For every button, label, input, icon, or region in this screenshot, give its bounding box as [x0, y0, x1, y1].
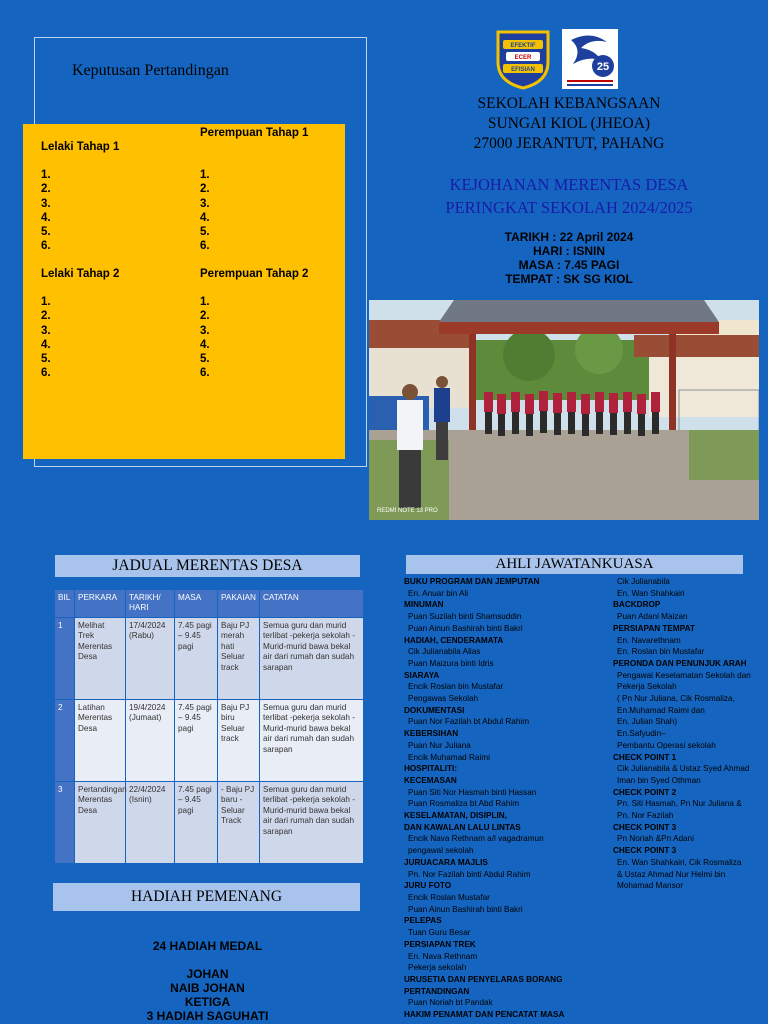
ajk-member: Encik Nava Rethnam a/l vagadramun [408, 834, 544, 844]
crest-text-mid: ECER [514, 55, 532, 61]
cell-pakaian: Baju PJ biru Seluar track [218, 700, 260, 782]
ajk-member: Pengawai Keselamatan Sekolah dan [617, 670, 751, 680]
ajk-role: KECEMASAN [404, 775, 457, 785]
ajk-role: PERTANDINGAN [404, 986, 470, 996]
cell-pakaian: - Baju PJ baru - Seluar Track [218, 782, 260, 864]
ajk-member: Puan Rosmaliza bt Abd Rahim [408, 799, 520, 809]
ajk-role: PERONDA DAN PENUNJUK ARAH [613, 658, 747, 668]
table-row [55, 618, 364, 700]
prize-item: 3 HADIAH SAGUHATI [146, 1009, 269, 1023]
perempuan-tahap-1-heading: Perempuan Tahap 1 [200, 127, 309, 139]
ajk-member: Puan Noriah bt Pandak [408, 998, 493, 1008]
table-row [55, 700, 364, 782]
school-line-2: SUNGAI KIOL (JHEOA) [487, 115, 651, 132]
list-item: 3. [200, 197, 210, 210]
ajk-member: En. Roslan bin Mustafar [617, 647, 705, 657]
list-item: 1. [200, 169, 210, 182]
list-item: 4. [41, 211, 51, 224]
list-item: 6. [41, 367, 51, 380]
list-item: 2. [200, 183, 210, 196]
ajk-member: & Ustaz Ahmad Nur Helmi bin [617, 869, 726, 879]
keputusan-title: Keputusan Pertandingan [72, 62, 229, 79]
ajk-role: PERSIAPAN TEMPAT [613, 623, 695, 633]
ajk-role: CHECK POINT 3 [613, 822, 677, 832]
results-panel [23, 124, 345, 459]
list-item: 3. [200, 324, 210, 337]
anniversary-number: 25 [596, 61, 610, 73]
list-item: 3. [41, 324, 51, 337]
ajk-role: JURUACARA MAJLIS [404, 857, 488, 867]
ajk-role: URUSETIA DAN PENYELARAS BORANG [404, 974, 563, 984]
list-item: 4. [41, 338, 51, 351]
hadiah-title: HADIAH PEMENANG [53, 883, 360, 911]
ajk-member: En.Muhamad Raimi dan [617, 705, 705, 715]
event-date: TARIKH : 22 April 2024 [504, 230, 634, 244]
list-item: 2. [41, 310, 51, 323]
ajk-role: KEBERSIHAN [404, 729, 459, 739]
ajk-role: MINUMAN [404, 600, 444, 610]
crest-text-top: EFEKTIF [510, 43, 536, 49]
school-crest-logo [494, 28, 552, 90]
crest-text-bottom: EFISIAN [511, 67, 535, 73]
ajk-member: Puan Maizura binti Idris [408, 658, 494, 668]
perempuan-tahap-2 [200, 267, 308, 380]
list-item: 4. [200, 338, 210, 351]
list-item: 5. [41, 226, 51, 239]
prize-item: NAIB JOHAN [170, 981, 245, 995]
ajk-role: PERSIAPAN TREK [404, 939, 476, 949]
ajk-member: Pengawas Sekolah [408, 694, 479, 704]
perempuan-tahap-2-heading: Perempuan Tahap 2 [200, 268, 309, 280]
event-photo [369, 300, 759, 520]
ajk-member: Encik Muhamad Raimi [408, 752, 490, 762]
cell-masa: 7.45 pagi – 9.45 pagi [175, 618, 218, 700]
lelaki-tahap-2 [41, 267, 119, 380]
lelaki-tahap-2-list [41, 295, 119, 380]
cell-perkara: Latihan Merentas Desa [75, 700, 126, 782]
table-row [55, 782, 364, 864]
event-title [370, 173, 768, 219]
ajk-member: Iman bin Syed Othman [617, 775, 701, 785]
ajk-member: En. Wan Shahkairi, Cik Rosmaliza [617, 857, 742, 867]
ajk-member: Puan Nur Juliana [408, 740, 471, 750]
perempuan-tahap-2-list [200, 295, 308, 380]
list-item: 2. [200, 310, 210, 323]
cell-masa: 7.45 pagi – 9.45 pagi [175, 782, 218, 864]
ajk-member: Cik Julianabila Alias [408, 647, 481, 657]
lelaki-tahap-1 [41, 140, 119, 253]
lelaki-tahap-1-list [41, 168, 119, 253]
schedule-table [54, 589, 364, 864]
jadual-title: JADUAL MERENTAS DESA [55, 555, 360, 577]
cell-tarikh: 22/4/2024 (Isnin) [126, 782, 175, 864]
ajk-role: HOSPITALITI: [404, 764, 458, 774]
list-item: 2. [41, 183, 51, 196]
ajk-role: KESELAMATAN, DISIPLIN, [404, 811, 507, 821]
ajk-member: Puan Adani Maizan [617, 612, 688, 622]
perempuan-tahap-1 [200, 126, 308, 253]
ajk-member: Puan Suzilah binti Shamsuddin [408, 612, 522, 622]
cell-catatan: Semua guru dan murid terlibat -pekerja sekolah -Murid-murid bawa bekal air dari rumah dan sudah sarapan [260, 782, 364, 864]
prize-item: KETIGA [184, 995, 231, 1009]
ajk-member: En. Navarethnam [617, 635, 681, 645]
perempuan-tahap-1-list [200, 168, 308, 253]
lelaki-tahap-2-heading: Lelaki Tahap 2 [41, 268, 120, 280]
cell-perkara: Melihat Trek Merentas Desa [75, 618, 126, 700]
col-bil: BIL [55, 590, 75, 618]
ajk-member: ( Pn Nur Juliana, Cik Rosmaliza, [617, 694, 735, 704]
prize-item: 24 HADIAH MEDAL [152, 939, 263, 953]
col-masa: MASA [175, 590, 218, 618]
cell-catatan: Semua guru dan murid terlibat -pekerja sekolah -Murid-murid bawa bekal air dari rumah dan sudah sarapan [260, 700, 364, 782]
ajk-role: SIARAYA [404, 670, 440, 680]
ajk-member: Encik Roslan bin Mustafar [408, 682, 504, 692]
ajk-role: PELEPAS [404, 916, 442, 926]
col-perkara: PERKARA [75, 590, 126, 618]
list-item: 4. [200, 211, 210, 224]
col-catatan: CATATAN [260, 590, 364, 618]
ajk-member: Cik Julianabila [617, 577, 670, 586]
ajk-member: Puan Nor Fazilah bt Abdul Rahim [408, 717, 530, 727]
col-tarikh: TARIKH/ HARI [126, 590, 175, 618]
event-title-line-1: KEJOHANAN MERENTAS DESA [449, 175, 689, 194]
cell-tarikh: 19/4/2024 (Jumaat) [126, 700, 175, 782]
list-item: 5. [200, 353, 210, 366]
ajk-role: DOKUMENTASI [404, 705, 465, 715]
cell-bil: 3 [55, 782, 75, 864]
event-time: MASA : 7.45 PAGI [518, 258, 620, 272]
event-title-line-2: PERINGKAT SEKOLAH 2024/2025 [445, 198, 693, 217]
list-item: 6. [200, 367, 210, 380]
ajk-member: En.Safyudin– [617, 729, 666, 739]
photo-caption: REDMI NOTE 13 PRO [377, 508, 438, 514]
prize-item: JOHAN [186, 967, 229, 981]
event-venue: TEMPAT : SK SG KIOL [505, 272, 633, 286]
prize-spacer [55, 953, 360, 967]
ajk-role: JURU FOTO [404, 881, 452, 891]
prize-list [55, 939, 360, 1023]
list-item: 6. [41, 240, 51, 253]
school-line-3: 27000 JERANTUT, PAHANG [473, 135, 665, 152]
ajk-member: pengawal sekolah [408, 846, 474, 856]
ajk-member: Pn. Siti Hasmah, Pn Nur Juliana & [617, 799, 742, 809]
cell-bil: 2 [55, 700, 75, 782]
ajk-role: BUKU PROGRAM DAN JEMPUTAN [404, 577, 540, 586]
lelaki-tahap-1-heading: Lelaki Tahap 1 [41, 141, 120, 153]
event-day: HARI : ISNIN [533, 244, 605, 258]
list-item: 5. [200, 226, 210, 239]
ajk-role: CHECK POINT 3 [613, 846, 677, 856]
ajk-member: Pembantu Operasi sekolah [617, 740, 716, 750]
ajk-role: CHECK POINT 2 [613, 787, 677, 797]
ajk-role: HADIAH, CENDERAMATA [404, 635, 504, 645]
ajk-member: Pn. Nor Fazilah binti Abdul Rahim [408, 869, 531, 879]
cell-perkara: Pertandingan Merentas Desa [75, 782, 126, 864]
cell-bil: 1 [55, 618, 75, 700]
ajk-member: Cik Julianabila & Ustaz Syed Ahmad [617, 764, 750, 774]
anniversary-logo [561, 28, 619, 90]
ajk-left-column [404, 576, 609, 1021]
ajk-member: Pn Noriah &Pn Adani [617, 834, 694, 844]
ajk-member: En. Anuar bin Ali [408, 588, 469, 598]
ajk-member: Tuan Guru Besar [408, 928, 471, 938]
ajk-member: Encik Roslan Mustafar [408, 892, 490, 902]
ajk-member: En. Julian Shah) [617, 717, 678, 727]
schedule-header-row [55, 590, 364, 618]
col-pakaian: PAKAIAN [218, 590, 260, 618]
ajk-right-column [613, 576, 763, 892]
list-item: 1. [41, 296, 51, 309]
ajk-member: En. Wan Shahkairi [617, 588, 685, 598]
ajk-title: AHLI JAWATANKUASA [406, 555, 743, 574]
ajk-member: Puan Siti Nor Hasmah binti Hassan [408, 787, 537, 797]
school-line-1: SEKOLAH KEBANGSAAN [477, 95, 661, 112]
list-item: 3. [41, 197, 51, 210]
ajk-member: En. Nava Rethnam [408, 951, 478, 961]
cell-pakaian: Baju PJ merah hati Seluar track [218, 618, 260, 700]
ajk-member: Mohamad Mansor [617, 881, 683, 891]
cell-masa: 7.45 pagi – 9.45 pagi [175, 700, 218, 782]
ajk-role: BACKDROP [613, 600, 661, 610]
list-item: 1. [200, 296, 210, 309]
school-name [370, 94, 768, 154]
cell-catatan: Semua guru dan murid terlibat -pekerja sekolah -Murid-murid bawa bekal air dari rumah dan sudah sarapan [260, 618, 364, 700]
ajk-member: Pn. Nor Fazilah [617, 811, 674, 821]
ajk-role: HAKIM PENAMAT DAN PENCATAT MASA [404, 1010, 565, 1020]
ajk-member: Pekerja sekolah [408, 963, 467, 973]
event-details [370, 230, 768, 286]
cell-tarikh: 17/4/2024 (Rabu) [126, 618, 175, 700]
ajk-role: CHECK POINT 1 [613, 752, 677, 762]
list-item: 5. [41, 353, 51, 366]
ajk-member: Pekerja Sekolah [617, 682, 677, 692]
list-item: 6. [200, 240, 210, 253]
list-item: 1. [41, 169, 51, 182]
ajk-member: Puan Ainun Bashirah binti Bakri [408, 904, 523, 914]
ajk-member: Puan Ainun Bashirah binti Bakri [408, 623, 523, 633]
ajk-role: DAN KAWALAN LALU LINTAS [404, 822, 521, 832]
